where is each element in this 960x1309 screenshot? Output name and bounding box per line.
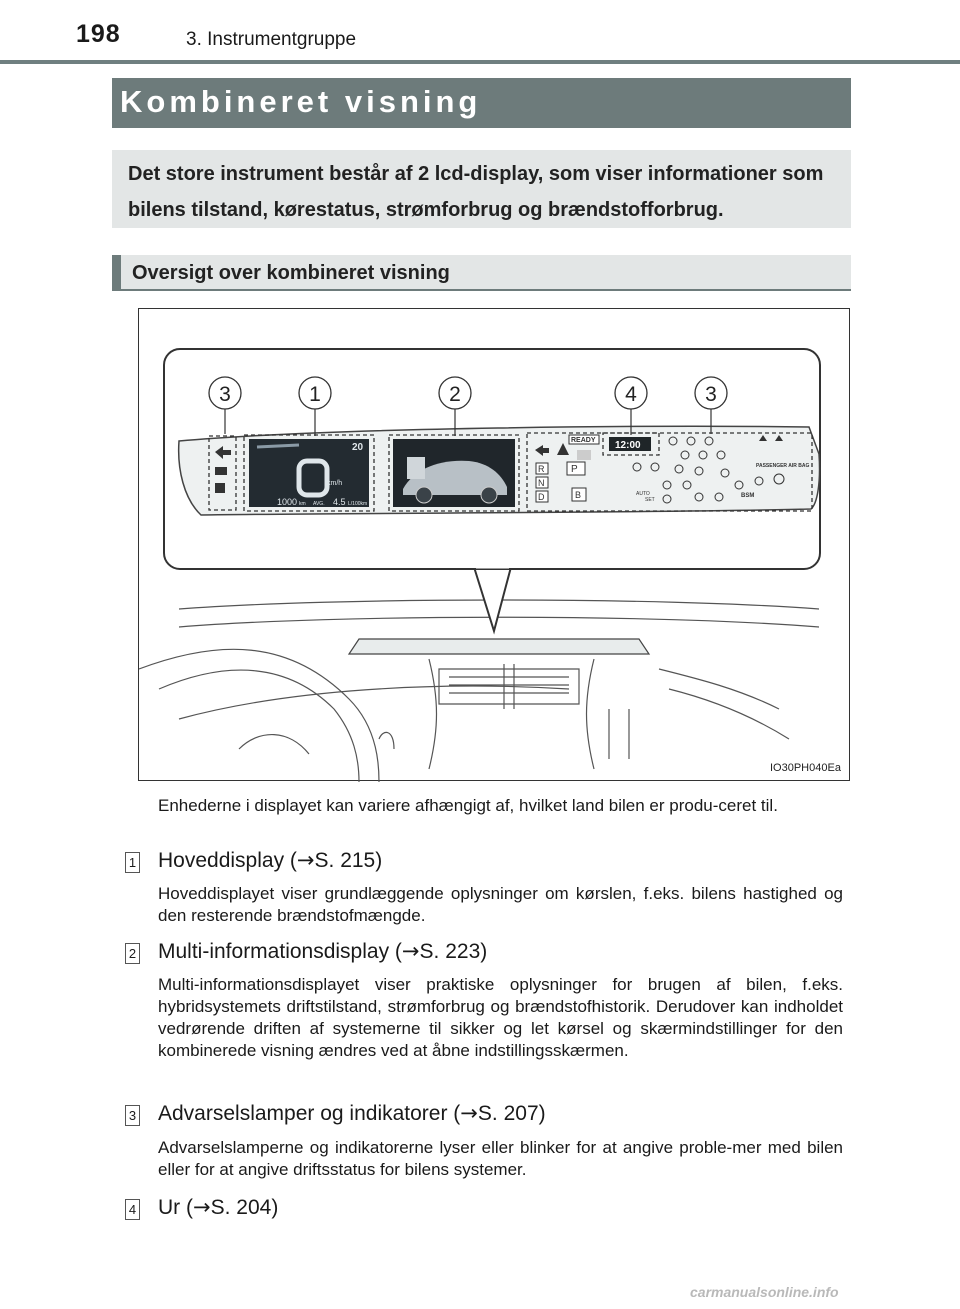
item-number-badge: 4 [125, 1199, 140, 1220]
combined-display-illustration [138, 308, 850, 781]
item-title-multi-info [158, 939, 487, 964]
speed-unit: km/h [327, 480, 343, 487]
ready-indicator: READY [571, 437, 596, 444]
callout-label-1: 1 [309, 383, 321, 406]
section-title: Oversigt over kombineret visning [132, 262, 450, 284]
illustration-code: IO30PH040Ea [770, 762, 841, 774]
chapter-title: 3. Instrumentgruppe [186, 29, 357, 50]
clock: 12:00 [615, 440, 641, 451]
gear-p: P [571, 464, 578, 475]
gear-b: B [575, 490, 582, 500]
set-indicator: SET [645, 497, 655, 503]
item-number-badge: 1 [125, 852, 140, 873]
item-title-text: Ur ( [158, 1196, 193, 1219]
item-title-text: Advarselslamper og indikatorer ( [158, 1102, 461, 1125]
page-number: 198 [76, 20, 121, 48]
arrow-icon: → [193, 1195, 211, 1219]
arrow-icon: → [296, 848, 315, 872]
variation-note: Enhederne i displayet kan variere afhængigt af, hvilket land bilen er produ-ceret til. [158, 796, 778, 815]
callout-label-3-right: 3 [705, 383, 717, 406]
item-number-badge: 3 [125, 1105, 140, 1126]
odometer: 1000 [277, 497, 298, 507]
arrow-icon: → [401, 939, 420, 963]
intro-text: Det store instrument består af 2 lcd-display, som viser informationer som bilens tilstand, kørestatus, strømforbrug og brændstofforbrug. [128, 163, 824, 221]
gear-d: D [538, 492, 545, 502]
page-reference[interactable]: S. 207) [477, 1102, 546, 1125]
temperature: 20 [352, 442, 364, 453]
page-reference[interactable]: S. 215) [314, 849, 383, 872]
page-title: Kombineret visning [120, 84, 482, 119]
callout-pointer [474, 567, 511, 631]
passenger-airbag-indicator: PASSENGER AIR BAG [756, 463, 810, 469]
footer-watermark: carmanualsonline.info [690, 1284, 839, 1300]
avg-label: AVG. [313, 501, 325, 507]
odometer-unit: km [299, 501, 306, 507]
item-description: Hoveddisplayet viser grundlæggende oplysninger om kørslen, f.eks. bilens hastighed og den resterende brændstofmængde. [158, 884, 843, 925]
item-title-clock [158, 1195, 278, 1220]
item-number-badge: 2 [125, 943, 140, 964]
auto-indicator: AUTO [636, 491, 650, 497]
bsm-indicator: BSM [741, 493, 755, 499]
item-description: Advarselslamperne og indikatorerne lyser eller blinker for at angive proble-mer med bilen eller for at angive driftsstatus for bilens systemer. [158, 1138, 843, 1179]
callout-label-4: 4 [625, 383, 637, 406]
gear-r: R [538, 464, 545, 474]
arrow-icon: → [460, 1101, 478, 1125]
header-rule [0, 60, 960, 64]
item-title-warnings [158, 1101, 546, 1126]
callout-label-3-left: 3 [219, 383, 231, 406]
section-accent [112, 255, 121, 291]
avg-unit: L/100km [348, 501, 368, 507]
item-title-text: Hoveddisplay ( [158, 849, 297, 872]
dashboard-lines [139, 600, 819, 782]
item-description: Multi-informationsdisplayet viser praktiske oplysninger for brugen af bilen, f.eks. hybridsystemets driftstilstand, strømforbrug og brændstofhistorik. Derudover kan indholdet vedrørende driften af systemerne til sikker og let kørsel og skærmindstillinger for den kombinerede visning ændres ved at åbne indstillingsskærmen. [158, 975, 843, 1060]
gear-n: N [538, 478, 545, 488]
avg-value: 4.5 [333, 497, 346, 507]
page-reference[interactable]: S. 223) [419, 940, 488, 963]
item-title-main-display [158, 848, 382, 873]
item-title-text: Multi-informationsdisplay ( [158, 940, 402, 963]
callout-label-2: 2 [449, 383, 461, 406]
page-reference[interactable]: S. 204) [210, 1196, 279, 1219]
